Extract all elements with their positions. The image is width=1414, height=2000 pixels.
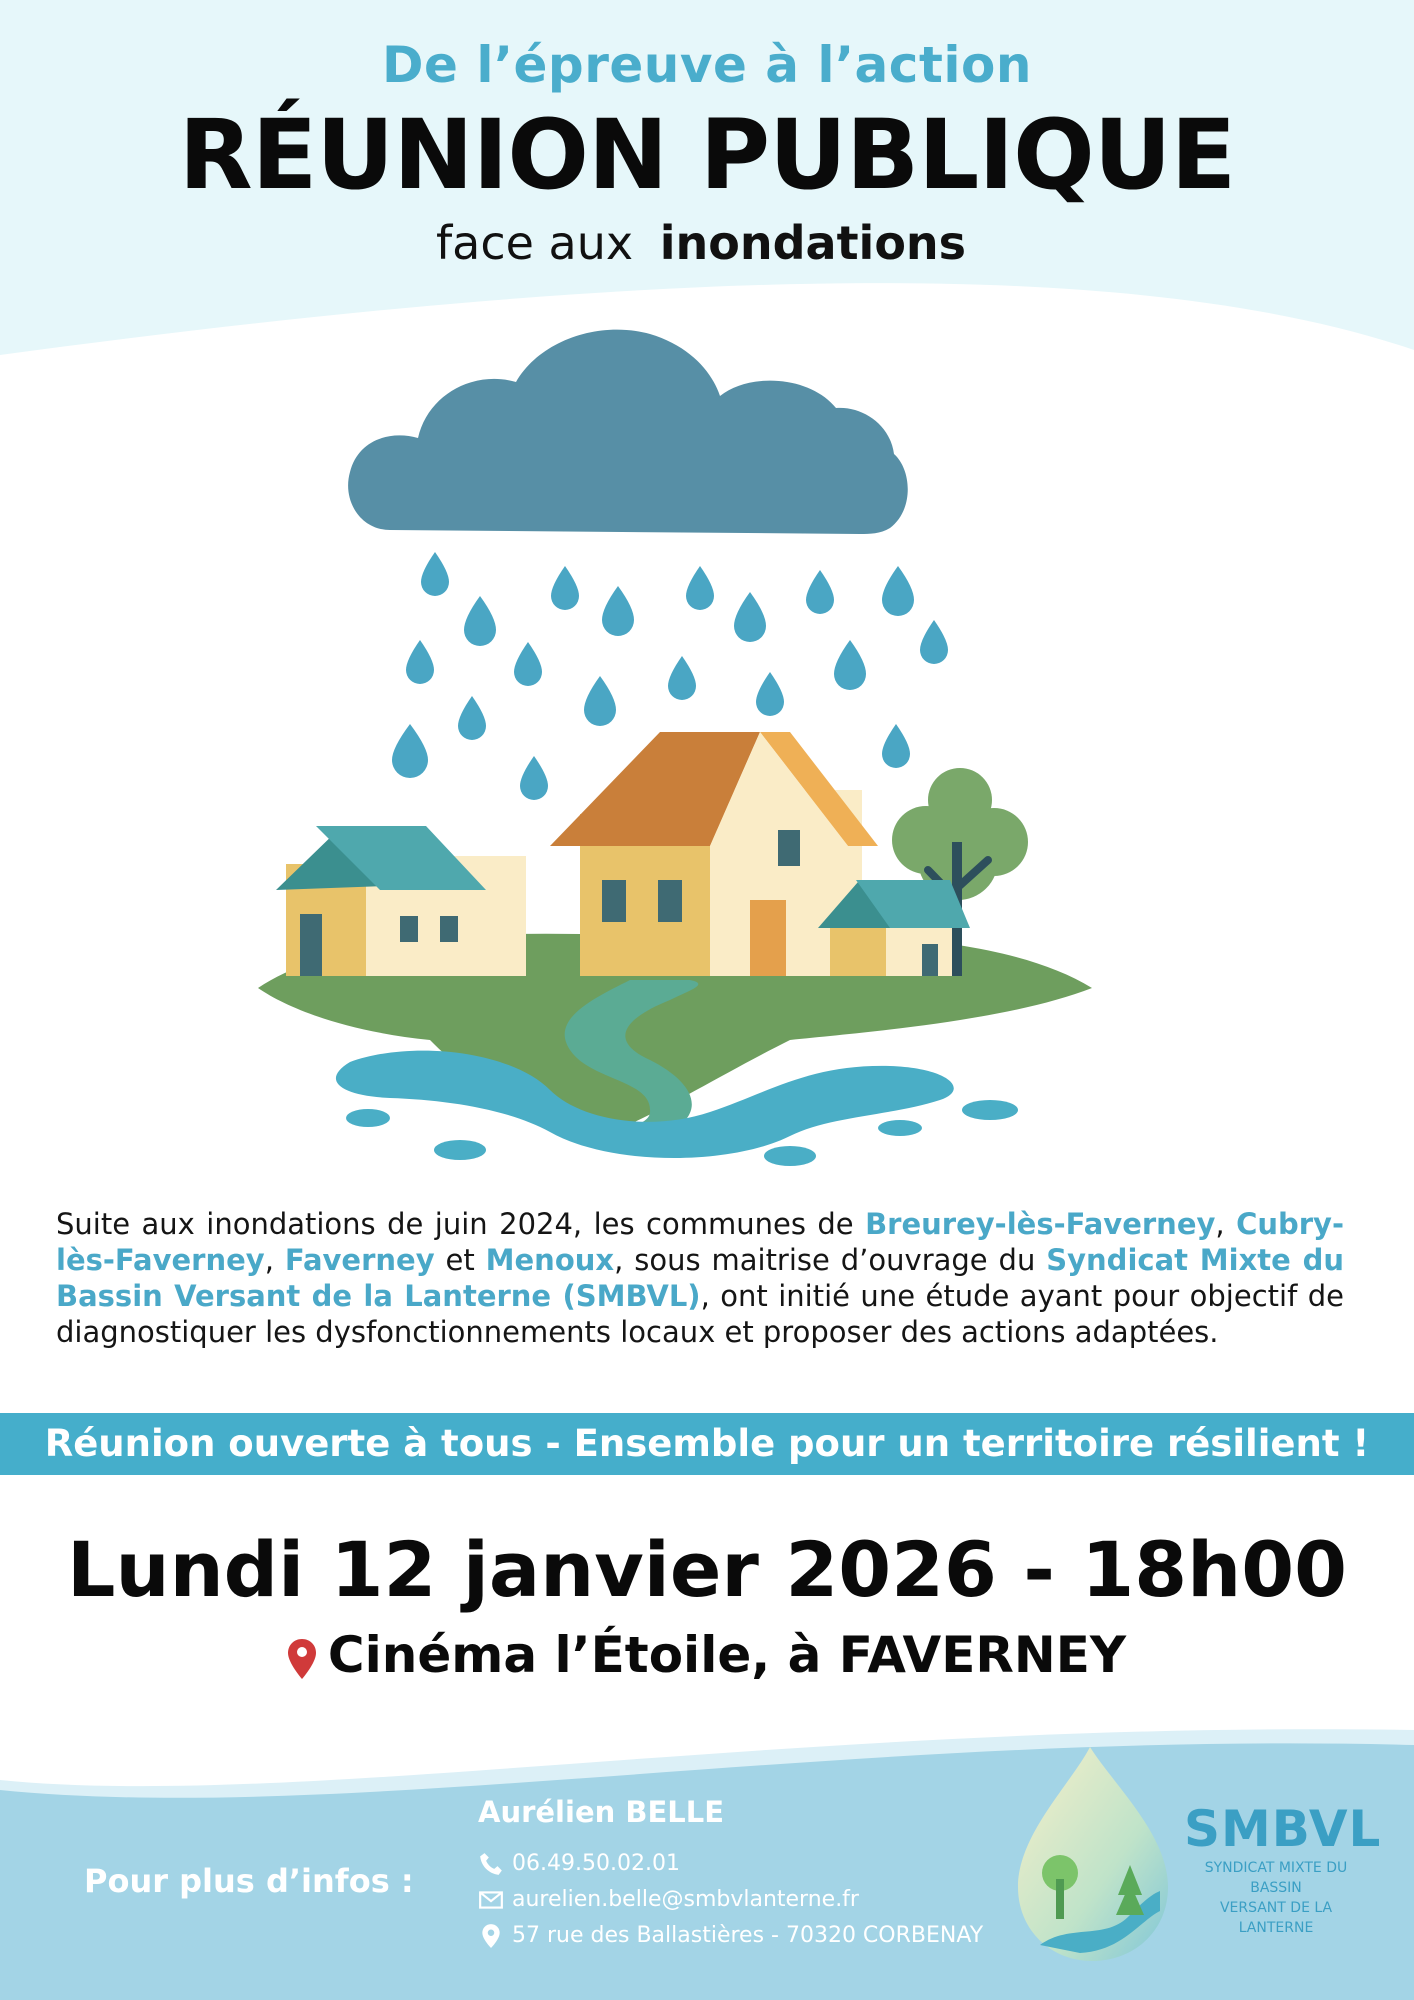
- contact-phone-row: [478, 1846, 983, 1882]
- intro-text: , sous maitrise d’ouvrage du: [614, 1243, 1047, 1277]
- event-date: Lundi 12 janvier 2026 - 18h00: [67, 1525, 1347, 1614]
- tagline-highlight: [648, 216, 978, 270]
- commune-name: Breurey-lès-Faverney: [865, 1207, 1216, 1241]
- intro-text: Suite aux inondations de juin 2024, les communes de: [56, 1207, 866, 1241]
- intro-text: et: [434, 1243, 486, 1277]
- flood-houses-illustration: [250, 320, 1110, 1180]
- more-info-label: Pour plus d’infos :: [84, 1862, 414, 1900]
- commune-name: Cubry-lès-Faverney: [56, 1207, 1344, 1277]
- tagline-highlight-text: inondations: [659, 216, 967, 270]
- logo-subtitle-line: VERSANT DE LA LANTERNE: [1219, 1900, 1333, 1936]
- intro-text: ,: [1215, 1207, 1237, 1241]
- contact-phone[interactable]: 06.49.50.02.01: [512, 1851, 680, 1876]
- event-location: [0, 1620, 1414, 1690]
- tagline-prefix: face aux: [435, 216, 634, 270]
- contact-address-row: [478, 1918, 983, 1954]
- house-icon: [276, 826, 526, 976]
- commune-name: Menoux: [485, 1243, 615, 1277]
- contact-address: 57 rue des Ballastières - 70320 CORBENAY: [512, 1923, 984, 1948]
- logo-subtitle: [1181, 1858, 1371, 1938]
- envelope-icon: [478, 1887, 504, 1913]
- contact-email[interactable]: aurelien.belle@smbvlanterne.fr: [512, 1887, 859, 1912]
- open-meeting-banner: Réunion ouverte à tous - Ensemble pour un territoire résilient !: [0, 1413, 1414, 1475]
- location-pin-icon: [288, 1639, 316, 1679]
- page-title: RÉUNION PUBLIQUE: [178, 99, 1236, 211]
- intro-paragraph: [56, 1206, 1344, 1350]
- cloud-icon: [348, 330, 908, 534]
- commune-name: Faverney: [284, 1243, 435, 1277]
- contact-email-row: [478, 1882, 983, 1918]
- house-icon: [550, 732, 878, 976]
- intro-text: ,: [264, 1243, 285, 1277]
- logo-subtitle-line: SYNDICAT MIXTE DU BASSIN: [1204, 1860, 1348, 1896]
- logo-title: SMBVL: [1184, 1800, 1382, 1858]
- organization-name: Syndicat Mixte du Bassin Versant de la Lanterne (SMBVL): [56, 1243, 1345, 1313]
- intro-text: , ont initié une étude ayant pour objectif de diagnostiquer les dysfonctionnements locaux et proposer des actions adaptées.: [56, 1279, 1344, 1349]
- location-pin-icon: [478, 1923, 504, 1949]
- subtitle: De l’épreuve à l’action: [382, 36, 1032, 94]
- contact-block: [478, 1792, 983, 1954]
- tagline: [0, 210, 1414, 276]
- event-location-text: Cinéma l’Étoile, à FAVERNEY: [327, 1626, 1127, 1684]
- header: [0, 30, 1414, 276]
- phone-icon: [478, 1851, 504, 1877]
- contact-name: Aurélien BELLE: [478, 1795, 725, 1829]
